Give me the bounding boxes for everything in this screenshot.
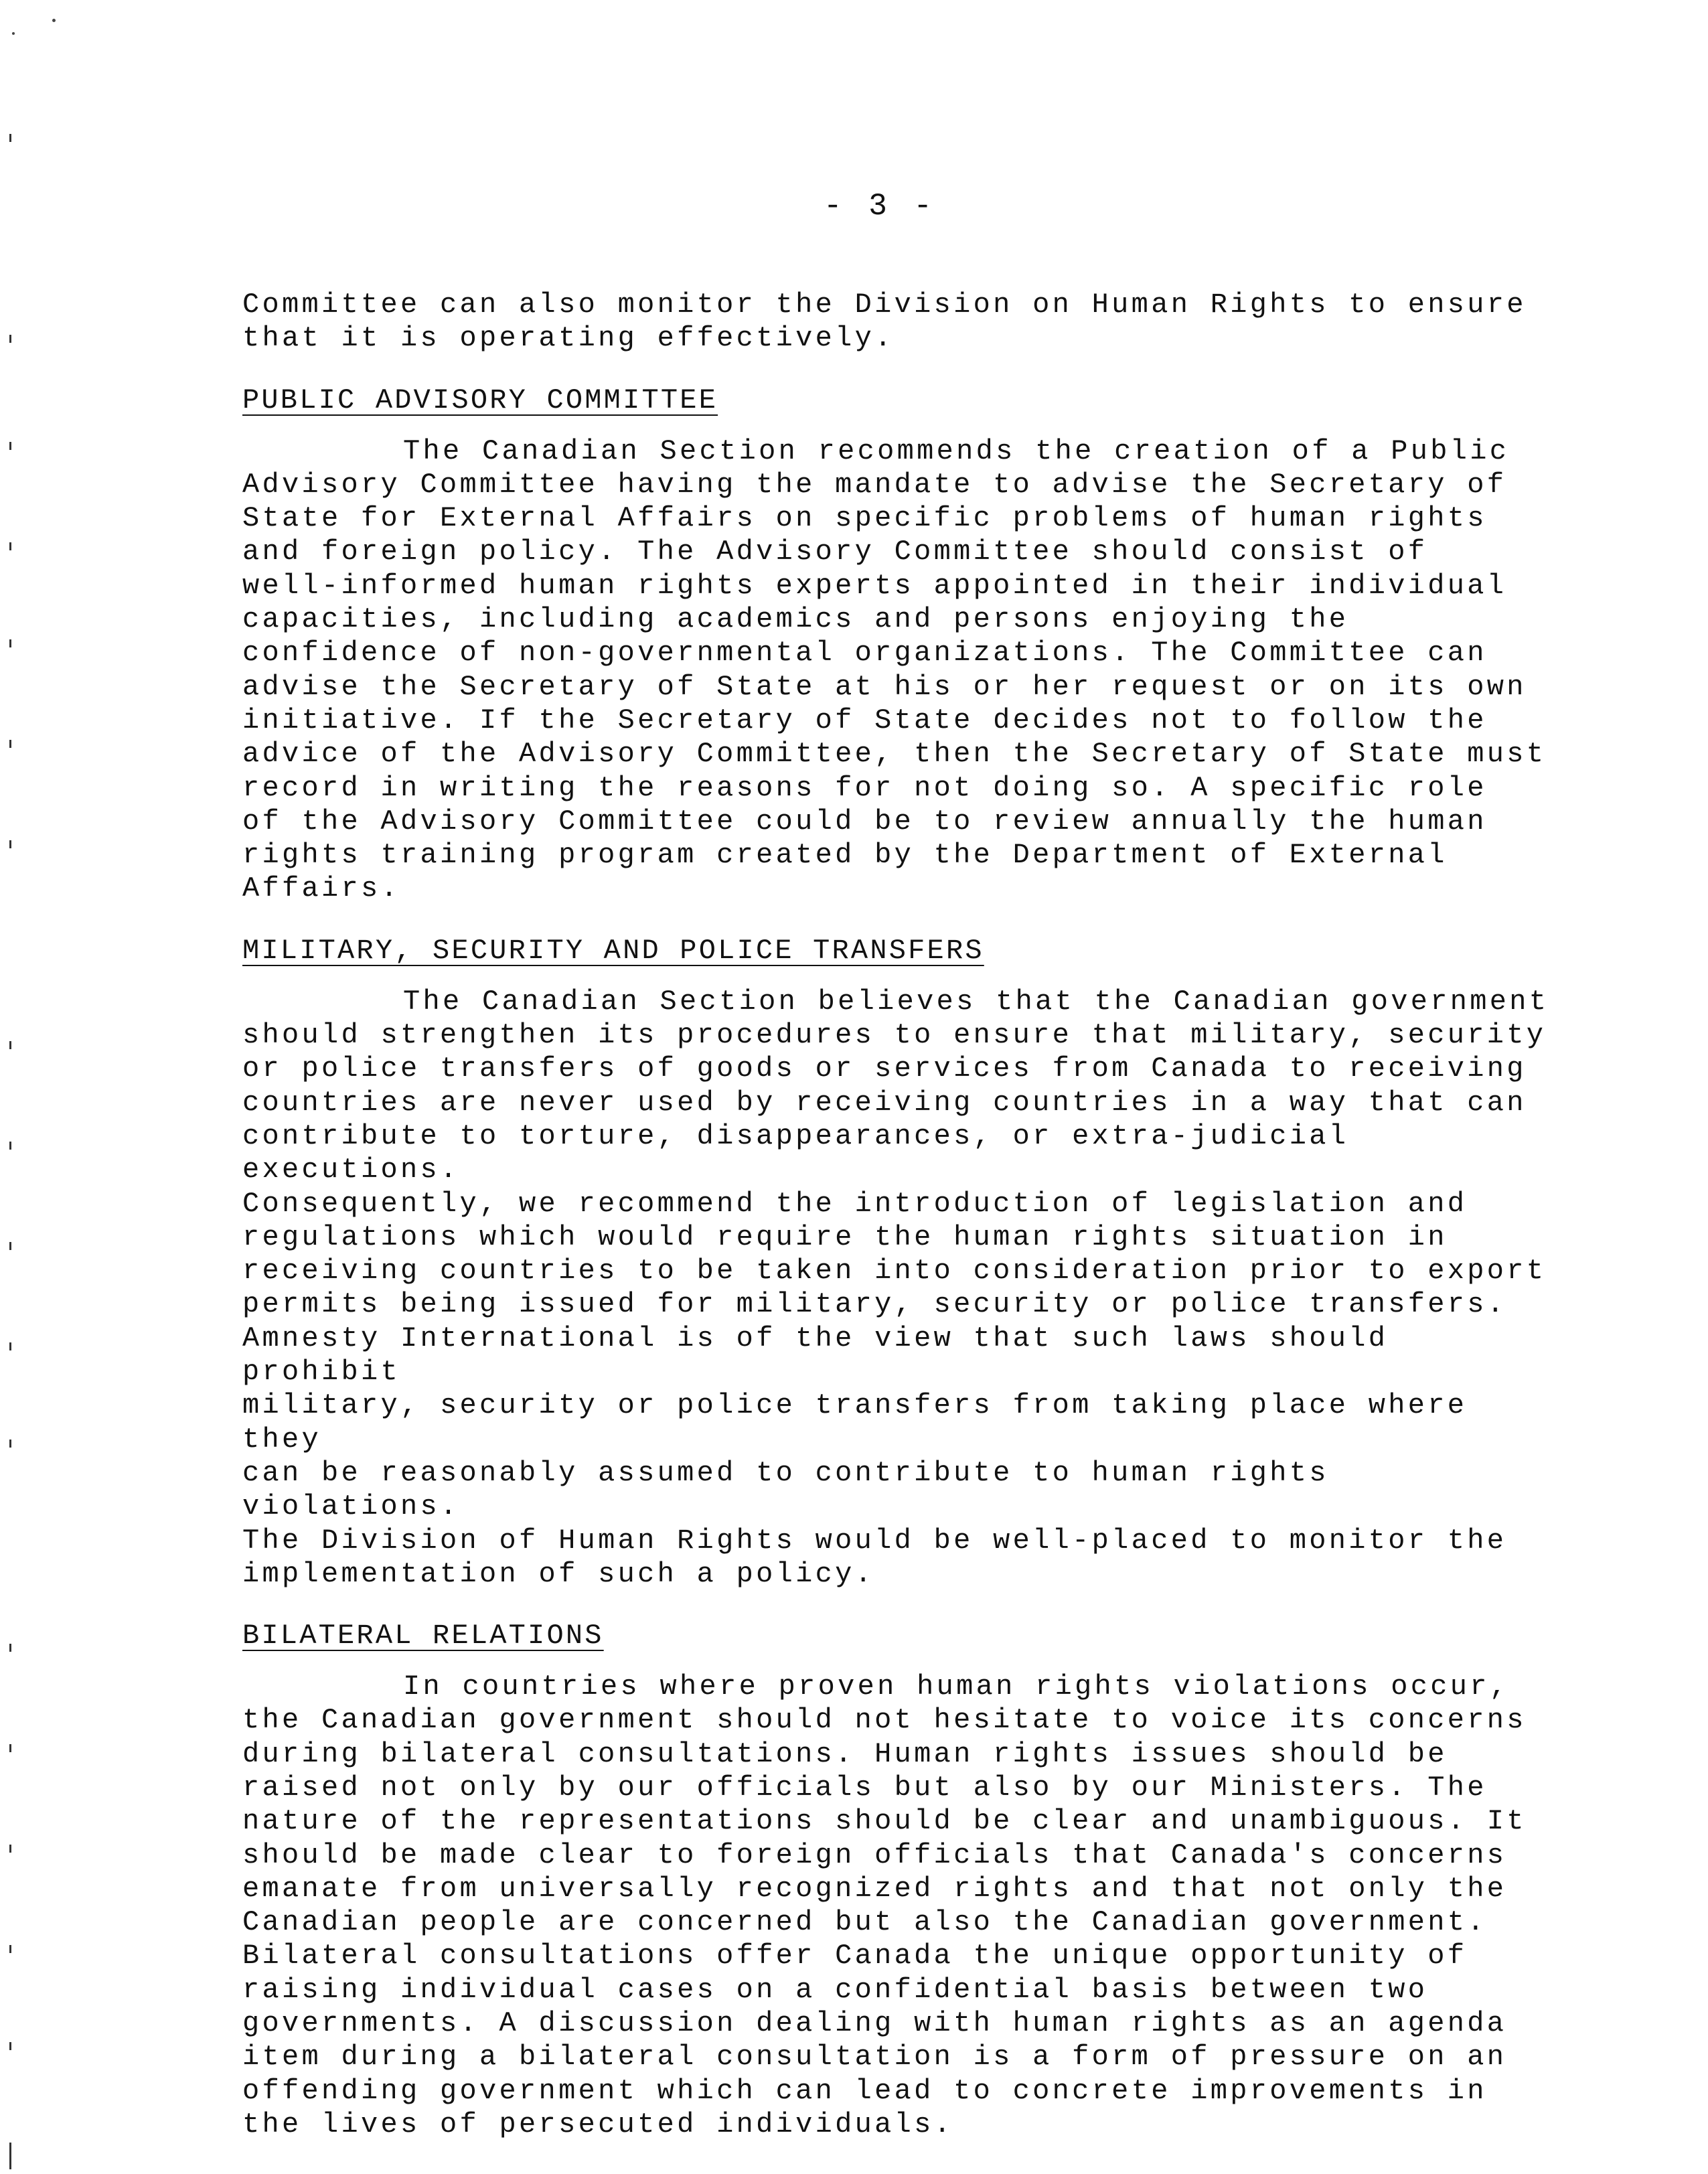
scan-mark [9, 442, 11, 450]
section-body-text: The Canadian Section believes that the Canadian government should strengthen its procedures to ensure that military, security or police transfers of goods or services from Canada to receiving countries are never used by receiving countries in a way that can contribute to torture, disappearances, or extra-judicial executions. Consequently, we recommend the introduction of legislation and regulations which would require the human rights situation in receiving countries to be taken into consideration prior to export permits being issued for military, security or police transfers. Amnesty International is of the view that such laws should prohibit military, security or police transfers from taking place where they can be reasonably assumed to contribute to human rights violations. The Division of Human Rights would be well-placed to monitor the implementation of such a policy. [242, 985, 1549, 1590]
scan-mark [9, 134, 11, 142]
scan-mark [9, 1342, 11, 1350]
section-body-public-advisory-committee [242, 435, 1555, 906]
scan-mark [9, 542, 11, 550]
scan-mark [9, 1845, 11, 1853]
scan-mark [9, 2042, 11, 2050]
scan-mark [9, 2143, 11, 2169]
scan-mark [9, 1744, 11, 1752]
section-body-military-security-police-transfers [242, 985, 1555, 1591]
scan-mark [9, 335, 11, 343]
scan-mark [9, 1041, 11, 1049]
page-number: - 3 - [824, 189, 937, 224]
scan-speck [12, 32, 15, 35]
section-body-text: In countries where proven human rights violations occur, the Canadian government should not hesitate to voice its concerns during bilateral consultations. Human rights issues should be raised not only by our officials but also by our Ministers. The nature of the representations should be clear and unambiguous. It should be made clear to foreign officials that Canada's concerns emanate from universally recognized rights and that not only the Canadian people are concerned but also the Canadian government. Bilateral consultations offer Canada the unique opportunity of raising individual cases on a confidential basis between two governments. A discussion dealing with human rights as an agenda item during a bilateral consultation is a form of pressure on an offending government which can lead to concrete improvements in the lives of persecuted individuals. [242, 1671, 1527, 2141]
scan-mark [9, 1440, 11, 1448]
section-heading-military-security-police-transfers: MILITARY, SECURITY AND POLICE TRANSFERS [242, 934, 984, 967]
left-margin-scan-marks [0, 0, 40, 2174]
scan-mark [9, 1242, 11, 1250]
scan-mark [9, 740, 11, 748]
scan-mark [9, 1945, 11, 1953]
section-body-bilateral-relations [242, 1670, 1555, 2141]
document-body [242, 288, 1555, 2141]
intro-paragraph: Committee can also monitor the Division on Human Rights to ensure that it is operating effectively. [242, 289, 1527, 355]
scan-speck [52, 19, 56, 22]
scan-mark [9, 1644, 11, 1652]
scan-mark [9, 840, 11, 848]
section-heading-bilateral-relations: BILATERAL RELATIONS [242, 1620, 604, 1652]
section-body-text: The Canadian Section recommends the creation of a Public Advisory Committee having the mandate to advise the Secretary of State for External Affairs on specific problems of human rights and foreign policy. The Advisory Committee should consist of well-informed human rights experts appointed in their individual capacities, including academics and persons enjoying the confidence of non-governmental organizations. The Committee can advise the Secretary of State at his or her request or on its own initiative. If the Secretary of State decides not to follow the advice of the Advisory Committee, then the Secretary of State must record in writing the reasons for not doing so. A specific role of the Advisory Committee could be to review annually the human rights training program created by the Department of External Affairs. [242, 435, 1547, 905]
section-heading-public-advisory-committee: PUBLIC ADVISORY COMMITTEE [242, 384, 718, 416]
scan-mark [9, 639, 11, 647]
scan-mark [9, 1142, 11, 1150]
